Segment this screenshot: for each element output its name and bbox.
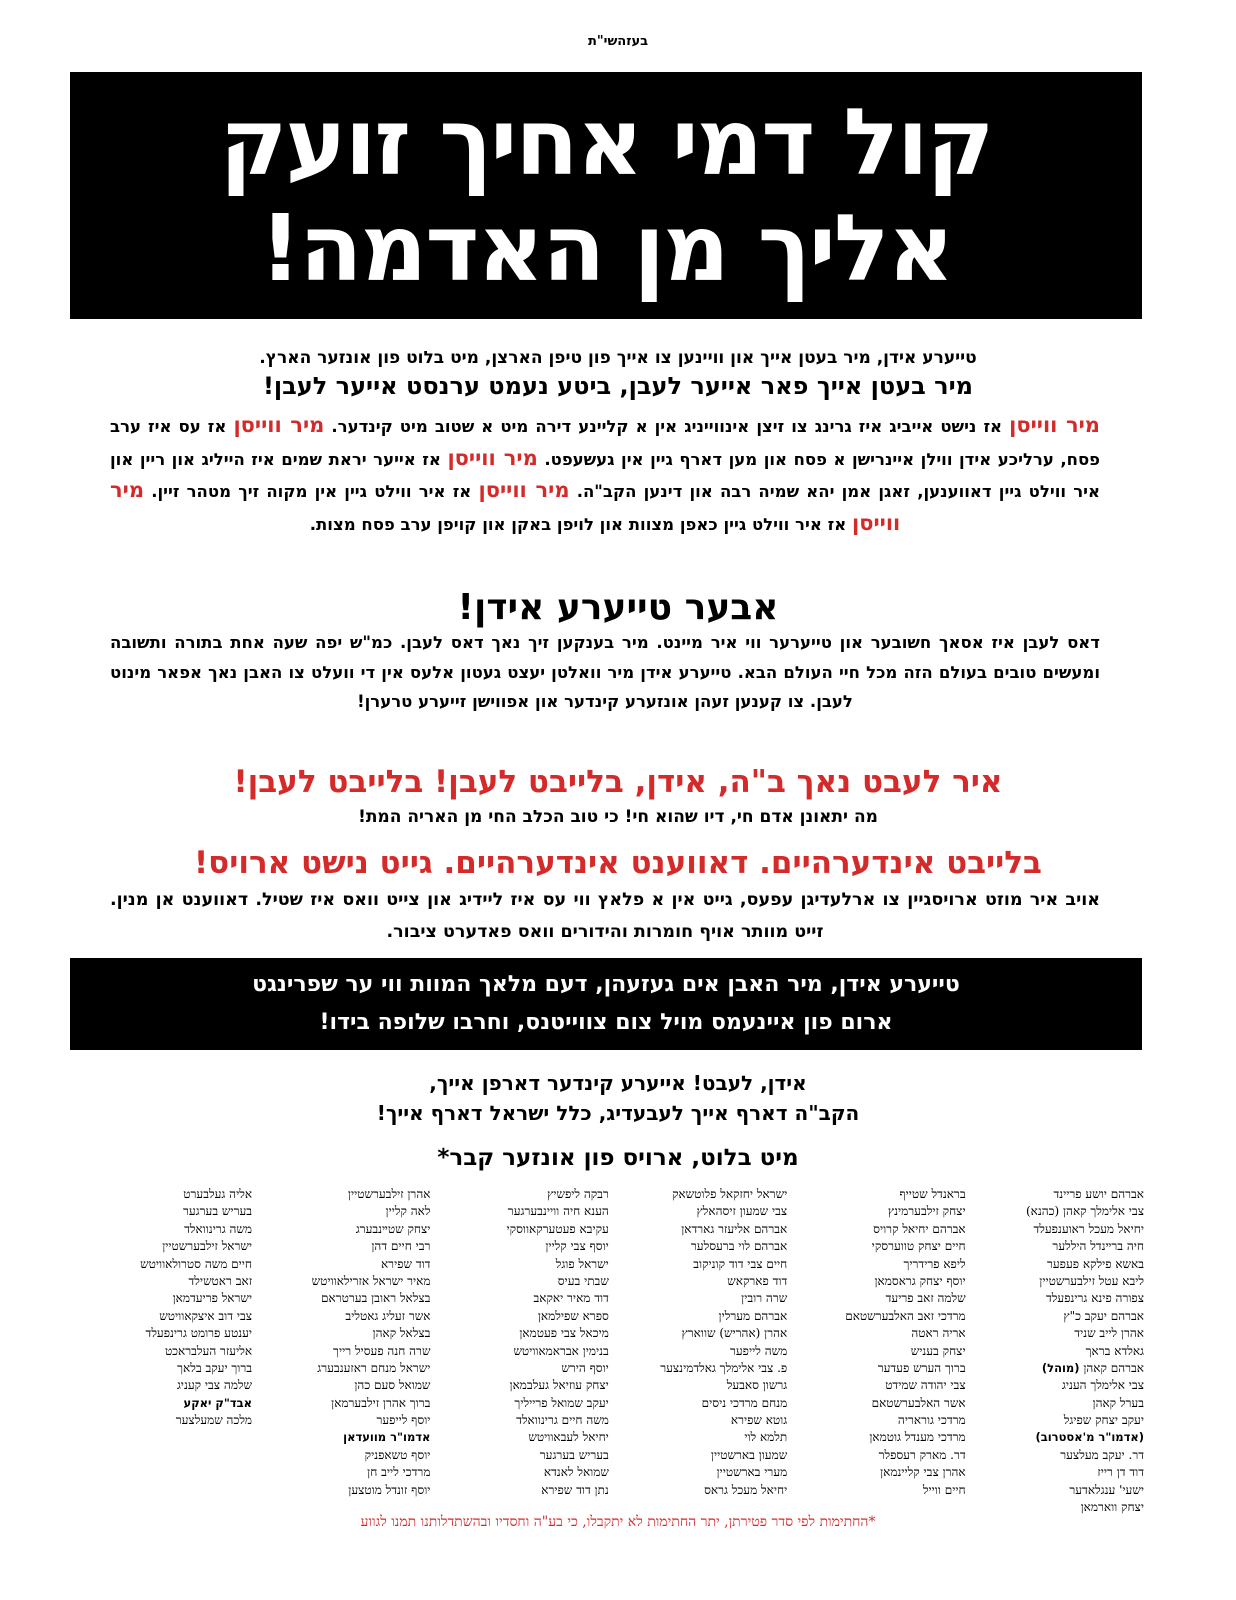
jews-live-line-2: הקב"ה דארף אייך לעבעדיג, כלל ישראל דארף אייך!	[376, 1101, 860, 1125]
signature-name: ליבא עטל זילבערשטיין	[1039, 1273, 1144, 1288]
if-must-go-paragraph: אויב איר מוזט ארויסגיין צו ארלעדיגן עפעס, גייט אין א פלאץ ווי עס איז ליידיג און צייט וואס איז שטיל. דאווענט אן מנין. זייט מוותר אויף חומרות והידורים וואס פאדערט ציבור.	[110, 890, 1100, 942]
quote-line: מה יתאונן אדם חי, דיו שהוא חי! כי טוב הכלב החי מן האריה המת!	[358, 807, 878, 827]
signature-name: עקיבא פעטערקאווסקי	[506, 1221, 609, 1236]
signature-name: אברהם יעקב כ"ץ	[1063, 1308, 1144, 1323]
signature-name: מאיר ישראל אזרילאוויטש	[311, 1273, 431, 1288]
signature-name: יוסף הירש	[561, 1360, 609, 1375]
signature-name: מערי בארשטיין	[716, 1465, 788, 1480]
signature-name: אברהם יחיאל קרויס	[873, 1221, 966, 1236]
signature-name: אבד"ק יאקע	[183, 1395, 253, 1410]
signature-name: חיים משה סטרולאוויטש	[140, 1256, 253, 1271]
signature-columns	[92, 1186, 1144, 1515]
signature-name: צבי אלימלך העניג	[1061, 1378, 1144, 1393]
signature-name: יצחק ווארמאן	[1080, 1500, 1144, 1515]
signature-name: ישראל יחזקאל פלוטשאק	[672, 1187, 788, 1201]
angel-of-death-banner	[70, 958, 1142, 1050]
we-know-red-5: מיר ווייסן	[110, 478, 901, 535]
signature-name: (אדמו"ר מ'אסטרוב)	[1035, 1430, 1144, 1445]
signature-name: גאלדא בראך	[1085, 1343, 1144, 1358]
signature-name: יצחק עוזיאל געלבמאן	[509, 1378, 609, 1393]
signature-name: יצחק בעניש	[910, 1343, 966, 1358]
signature-name: יוסף לייפער	[376, 1413, 431, 1428]
signatures-heading: מיט בלוט, ארויס פון אונזער קבר*	[437, 1145, 799, 1171]
signature-name: שבתי בעיס	[557, 1273, 609, 1288]
signature-name: לאה קליין	[385, 1204, 431, 1219]
signature-name: אשר האלבערשטאם	[871, 1395, 966, 1410]
footnote: *החתימות לפי סדר פטירתן, יתר החתימות לא יתקבלו, כי בע"ה וחסדיו ובהשתדלותנו תמנו לגווע	[360, 1514, 876, 1530]
signature-name: משה חיים גרינוואלד	[516, 1413, 609, 1428]
signature-name: ישראל פוגל	[555, 1256, 609, 1271]
signature-name: אברהם אליעזר גארדאן	[681, 1221, 788, 1236]
signature-name: שרה רובין	[741, 1291, 788, 1306]
signature-name: גרשון סאבעל	[726, 1378, 788, 1393]
signature-name: דר. מארק רעספלר	[878, 1447, 966, 1462]
intro-line-2: מיר בעטן אייך פאר אייער לעבן, ביטע נעמט ערנסט אייער לעבן!	[262, 372, 974, 400]
signature-column	[984, 1186, 1144, 1515]
we-know-red-4: מיר ווייסן	[478, 478, 570, 502]
signature-column	[270, 1186, 430, 1506]
we-know-sentence-4: אז איר ווילט גיין אין מקוה זיך מטהר זיין.	[151, 482, 472, 501]
signature-name: רבקה ליפשיץ	[547, 1187, 609, 1201]
banner-line-2: ארום פון איינעמס מויל צום צווייטנס, וחרבו שלופה בידו!	[319, 1010, 893, 1035]
signature-name: אהרן צבי קליינמאן	[880, 1465, 966, 1480]
signature-name: מרדכי מענדל גוטמאן	[869, 1430, 966, 1445]
signature-name: ישראל זילבערשטיין	[162, 1239, 253, 1254]
signature-name: ברוך יעקב בלאך	[177, 1360, 253, 1375]
signature-name: מרדכי לייב חן	[367, 1465, 431, 1480]
signature-name: יצחק שטײנבערג	[355, 1221, 431, 1236]
signature-name: ישראל פריעדמאן	[172, 1291, 253, 1306]
signature-name: ספרא שפילמאן	[537, 1308, 609, 1323]
signature-name: אליעזר העלבראכט	[164, 1343, 253, 1358]
signature-name: מיכאל צבי פעטמאן	[519, 1326, 609, 1341]
signature-name: חיים ווייל	[922, 1482, 966, 1497]
signature-name: אשר זעליג גאטליב	[345, 1308, 431, 1323]
signature-name: יחיאל מעכל ראוענפעלד	[1033, 1221, 1144, 1236]
signature-name: יענטע פרומט גרינפעלד	[145, 1326, 253, 1341]
signature-name: אליה געלבערט	[183, 1187, 253, 1201]
we-know-sentence-5: אז איר ווילט גיין כאפן מצוות און לויפן באקן און קויפן ערב פסח מצות.	[309, 514, 847, 534]
top-mark: בעזהשי"ת	[587, 34, 649, 49]
signature-name: שמואל לאנדא	[543, 1465, 609, 1480]
signature-name: שרה חנה פעסיל רייך	[333, 1343, 431, 1358]
we-know-sentence-1: אז נישט אייביג איז גרינג צו זיצן אינווייניג אין א קליינע דירה מיט א שטוב מיט קינדער.	[331, 417, 1003, 436]
signature-name: בצלאל ראובן בערטראם	[321, 1291, 431, 1306]
signature-name: דוד מאיר יאקאב	[533, 1291, 609, 1306]
signature-name: אדמו"ר מוועדאן	[343, 1430, 431, 1445]
signature-name: רבי חיים דהן	[371, 1239, 431, 1254]
we-know-red-1: מיר ווייסן	[1009, 413, 1100, 437]
signature-name: שמואל סעם כהן	[354, 1378, 431, 1393]
signature-column	[449, 1186, 609, 1506]
signature-name: באשא פילקא פעפער	[1046, 1256, 1144, 1271]
banner-line-1: טייערע אידן, מיר האבן אים געזעהן, דעם מלאך המוות ווי ער שפרינגט	[252, 972, 960, 997]
signature-name: יחיאל לעבאוויטש	[528, 1430, 609, 1445]
signature-name: גוטא שפירא	[730, 1413, 788, 1428]
signature-name: חיים יצחק טווערסקי	[871, 1239, 966, 1254]
signature-name: ברוך הערש פעדער	[877, 1360, 966, 1375]
signature-column	[92, 1186, 252, 1506]
we-know-paragraph	[110, 410, 1100, 540]
signature-name: ליפא פרידריך	[903, 1256, 966, 1271]
signature-column	[806, 1186, 966, 1506]
but-paragraph: דאס לעבן איז אסאך חשובער און טייערער ווי איר מיינט. מיר בענקען זיך נאך דאס לעבן. כמ"ש יפה שעה אחת בתורה ותשובה ומעשים טובים בעולם הזה מכל חיי העולם הבא. טייערע אידן מיר וואלטן יעצט געטון אלעס אין די וועלט צו האבן נאך אפאר מינוט לעבן. צו קענען זעהן אונזערע קינדער און אפווישן זייערע טרערן!	[110, 633, 1100, 711]
signature-name: יוסף יצחק גראסמאן	[874, 1273, 966, 1288]
headline-banner	[70, 72, 1142, 319]
signature-name: מנחם מרדכי ניסים	[701, 1395, 788, 1410]
signature-name: חיה ברײנדל היללער	[1052, 1239, 1144, 1254]
signature-name: אברהם יושע פריינד	[1053, 1187, 1144, 1201]
signature-name: אברהם לוי ברעסלער	[690, 1239, 788, 1254]
jews-live-line-1: אידן, לעבט! אייערע קינדער דארפן אייך,	[429, 1071, 807, 1095]
signature-column	[627, 1186, 787, 1506]
we-know-red-2: מיר ווייסן	[233, 413, 325, 437]
signature-name: דוד דן רייז	[1097, 1465, 1144, 1480]
signature-name: בצלאל קאהן	[372, 1326, 431, 1341]
headline-line-1: קול דמי אחיך זועק	[219, 88, 993, 196]
intro-line-1: טייערע אידן, מיר בעטן אייך און וויינען צו אייך פון טיפן הארצן, מיט בלוט פון אונזער הארץ.	[259, 348, 977, 368]
signature-name: שלמה זאב פריעד	[885, 1291, 966, 1306]
signature-name: שמעון בארשטיין	[710, 1447, 788, 1462]
signature-name: יוסף טשאפניק	[364, 1447, 431, 1462]
we-know-sentence-2: אז עס איז ערב פסח, ערליכע אידן ווילן איינרישן א פסח און מען דארף גיין אין געשעפט.	[110, 417, 1101, 469]
signature-name: דוד שפירא	[380, 1256, 431, 1271]
signature-name: צבי אלימלך קאהן (כהנא)	[1025, 1204, 1144, 1219]
signature-name: יוסף צבי קליין	[545, 1239, 609, 1254]
signature-name: מרדכי גוראריה	[897, 1413, 966, 1428]
signature-name: אריה ראטה	[911, 1326, 966, 1341]
jews-live-paragraph	[100, 1068, 1136, 1128]
signature-name: פ. צבי אלימלך גאלדמינצער	[660, 1360, 788, 1375]
signature-name: בנימין אבראמאוויטש	[513, 1343, 609, 1358]
signature-name: אהרן (אהריש) שווארץ	[681, 1326, 788, 1341]
signature-name: משה לייפער	[730, 1343, 788, 1358]
signature-name: בראנדל שטייף	[899, 1187, 966, 1201]
signature-title: (מוהל)	[1041, 1360, 1080, 1375]
signature-name: ברוך אהרן זילבערמאן	[331, 1395, 431, 1410]
signature-name: תלמא לוי	[744, 1430, 788, 1445]
signature-name: אהרן לייב שניד	[1074, 1326, 1144, 1341]
signature-name: ישעי' ענגלאדער	[1069, 1482, 1144, 1497]
signature-name: שלמה צבי קעניג	[176, 1378, 253, 1393]
signature-name: יעקב יצחק שפיגל	[1063, 1413, 1144, 1428]
signature-name: בעריש בערגער	[539, 1447, 609, 1462]
signature-name: יצחק זילבערמינץ	[887, 1204, 966, 1219]
signature-name: ישראל מנחם ראזענבערג	[317, 1360, 431, 1375]
signature-name: הענא חיה וויינבערגער	[507, 1204, 609, 1219]
signature-name: יוסף זונדל מוטצען	[348, 1482, 431, 1497]
signature-name: דר. יעקב מעלצער	[1060, 1447, 1144, 1462]
signature-name: משה גרינוואלד	[184, 1221, 253, 1236]
signature-name: צבי שמעון זיסהאלץ	[696, 1204, 788, 1219]
signature-name: צבי דוב איצקאוויטש	[159, 1308, 253, 1323]
signature-name: אברהם קאהן (מוהל)	[1041, 1360, 1144, 1375]
signature-name: יעקב שמואל פרייליך	[514, 1395, 609, 1410]
signature-name: צבי יהודה שמידט	[885, 1378, 966, 1393]
we-know-sentence-3: אז אייער יראת שמים איז הייליג און ריין און איר ווילט גיין דאווענען, זאגן אמן יהא שמיה רבה און דינען הקב"ה.	[110, 449, 1101, 501]
headline-line-2: אליך מן האדמה!	[259, 194, 953, 302]
stay-home-heading: בלייבט אינדערהיים. דאווענט אינדערהיים. גייט נישט ארויס!	[194, 845, 1042, 881]
signature-name: אברהם מערלין	[718, 1308, 788, 1323]
signature-name: יחיאל מעכל גראס	[704, 1482, 788, 1497]
signature-name: דוד פארקאש	[727, 1273, 788, 1288]
signature-name: בעריש בערגער	[183, 1204, 253, 1219]
signature-name: זאב ראטשילד	[188, 1273, 253, 1288]
signature-name: צפורה פינא גרינפעלד	[1046, 1291, 1144, 1306]
signature-name: מלכה שמעלצער	[175, 1413, 253, 1428]
signature-name: נתן דוד שפירא	[541, 1482, 609, 1497]
but-heading: אבער טייערע אידן!	[457, 587, 779, 628]
signature-name: מרדכי זאב האלבערשטאם	[845, 1308, 966, 1323]
stay-alive-heading: איר לעבט נאך ב"ה, אידן, בלייבט לעבן! בלייבט לעבן!	[233, 764, 1003, 800]
signature-name: בערל קאהן	[1092, 1395, 1144, 1410]
we-know-red-3: מיר ווייסן	[447, 445, 538, 470]
signature-name: חיים צבי דוד קוניקוב	[693, 1256, 788, 1271]
signature-name: אהרן זילבערשטיין	[347, 1187, 431, 1201]
